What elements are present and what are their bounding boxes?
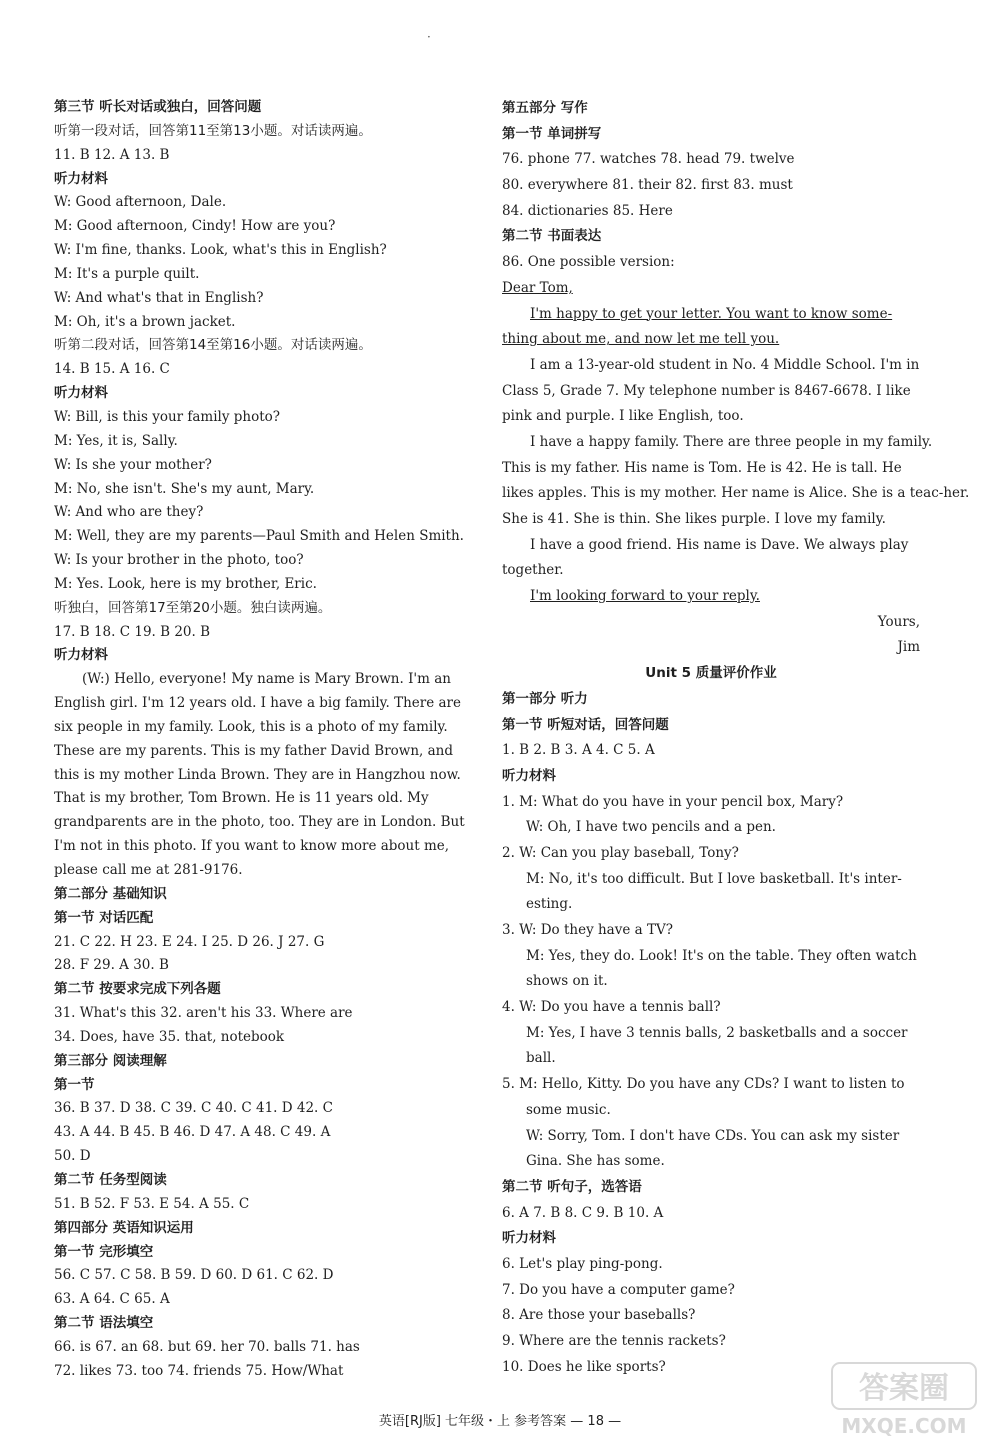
text-line: W: Bill, is this your family photo?	[54, 408, 281, 425]
text-line: 3. W: Do they have a TV?	[502, 922, 673, 938]
section-heading: 听力材料	[54, 647, 108, 664]
text-line: M: Yes. Look, here is my brother, Eric.	[54, 575, 317, 592]
text-line: 2. W: Can you play baseball, Tony?	[502, 844, 739, 861]
text-line: likes apples. This is my mother. Her name is Alice. She is a teac-her.	[502, 485, 970, 502]
text-line: 50. D	[54, 1148, 91, 1165]
left-column	[54, 96, 472, 1384]
text-line: 80. everywhere 81. their 82. first 83. must	[502, 177, 793, 194]
text-line: 17. B 18. C 19. B 20. B	[54, 623, 211, 640]
text-line: together.	[502, 562, 564, 579]
text-line: 9. Where are the tennis rackets?	[502, 1333, 726, 1349]
text-line: 51. B 52. F 53. E 54. A 55. C	[54, 1195, 250, 1212]
section-heading: 第二节 书面表达	[502, 228, 602, 245]
text-line: 6. Let's play ping-pong.	[502, 1255, 663, 1272]
text-line: Jim	[897, 639, 920, 656]
watermark-logo	[830, 1361, 978, 1439]
section-heading: 第一节 完形填空	[54, 1243, 154, 1260]
text-line: W: And who are they?	[54, 504, 204, 521]
section-heading: 听力材料	[54, 170, 108, 187]
text-line: Dear Tom,	[502, 279, 573, 296]
text-line: 听第一段对话，回答第11至第13小题。对话读两遍。	[54, 122, 372, 139]
text-line: 5. M: Hello, Kitty. Do you have any CDs? I want to listen to	[502, 1076, 905, 1093]
text-line: esting.	[526, 896, 573, 913]
section-heading: 第一节	[54, 1076, 95, 1093]
text-line: I have a happy family. There are three people in my family.	[530, 433, 933, 450]
section-heading: 第一节 单词拼写	[502, 125, 602, 142]
text-line: pink and purple. I like English, too.	[502, 408, 744, 425]
text-line: 10. Does he like sports?	[502, 1358, 666, 1375]
text-line: She is 41. She is thin. She likes purple. I love my family.	[502, 511, 886, 527]
section-heading: 第一节 听短对话，回答问题	[502, 716, 669, 733]
text-line: M: Oh, it's a brown jacket.	[54, 313, 236, 330]
text-line: W: Is she your mother?	[54, 456, 212, 473]
text-line: 听独白，回答第17至第20小题。独白读两遍。	[54, 599, 332, 616]
text-line: 11. B 12. A 13. B	[54, 146, 170, 163]
text-line: W: Good afternoon, Dale.	[54, 194, 227, 211]
text-line: 8. Are those your baseballs?	[502, 1307, 696, 1324]
text-line: 1. B 2. B 3. A 4. C 5. A	[502, 742, 655, 759]
text-line: That is my brother, Tom Brown. He is 11 years old. My	[54, 790, 429, 807]
section-heading: 第二节 语法填空	[54, 1315, 154, 1332]
text-line: 28. F 29. A 30. B	[54, 957, 169, 974]
text-line: M: Well, they are my parents—Paul Smith and Helen Smith.	[54, 528, 464, 545]
text-line: 43. A 44. B 45. B 46. D 47. A 48. C 49. A	[54, 1124, 331, 1141]
text-line: W: Sorry, Tom. I don't have CDs. You can ask my sister	[526, 1127, 900, 1144]
section-heading: 听力材料	[502, 1230, 556, 1247]
text-line: I'm not in this photo. If you want to know more about me,	[54, 838, 450, 855]
text-line: M: Yes, I have 3 tennis balls, 2 basketballs and a soccer	[526, 1024, 908, 1041]
text-line: thing about me, and now let me tell you.	[502, 331, 780, 348]
text-line: M: Good afternoon, Cindy! How are you?	[54, 218, 336, 235]
text-line: 31. What's this 32. aren't his 33. Where are	[54, 1005, 353, 1022]
section-heading: 第一节 对话匹配	[54, 909, 154, 926]
section-heading: 第五部分 写作	[502, 100, 588, 116]
text-line: 86. One possible version:	[502, 254, 675, 271]
text-line: (W:) Hello, everyone! My name is Mary Brown. I'm an	[82, 671, 451, 688]
text-line: 72. likes 73. too 74. friends 75. How/What	[54, 1362, 344, 1379]
watermark-bottom: MXQE.COM	[841, 1414, 967, 1438]
text-line: this is my mother Linda Brown. They are in Hangzhou now.	[54, 766, 461, 783]
text-line: I am a 13-year-old student in No. 4 Middle School. I'm in	[530, 356, 920, 373]
text-line: M: Yes, they do. Look! It's on the table. They often watch	[526, 947, 917, 964]
text-line: 34. Does, have 35. that, notebook	[54, 1028, 285, 1045]
section-heading: Unit 5 质量评价作业	[645, 665, 777, 682]
text-line: 4. W: Do you have a tennis ball?	[502, 999, 721, 1016]
section-heading: 第二节 任务型阅读	[54, 1171, 167, 1188]
text-line: These are my parents. This is my father David Brown, and	[54, 742, 454, 759]
section-heading: 第四部分 英语知识运用	[54, 1219, 194, 1236]
text-line: M: Yes, it is, Sally.	[54, 432, 178, 449]
text-line: 6. A 7. B 8. C 9. B 10. A	[502, 1204, 664, 1221]
text-line: W: And what's that in English?	[54, 289, 264, 306]
text-line: grandparents are in the photo, too. They are in London. But	[54, 814, 465, 831]
text-line: please call me at 281-9176.	[54, 862, 243, 878]
text-line: 84. dictionaries 85. Here	[502, 202, 673, 219]
text-line: six people in my family. Look, this is a photo of my family.	[54, 718, 448, 735]
text-line: This is my father. His name is Tom. He is 42. He is tall. He	[502, 459, 902, 476]
text-line: 63. A 64. C 65. A	[54, 1291, 170, 1308]
text-line: English girl. I'm 12 years old. I have a big family. There are	[54, 695, 461, 712]
section-heading: 第二节 按要求完成下列各题	[54, 981, 221, 998]
text-line: I'm looking forward to your reply.	[530, 588, 760, 605]
text-line: I have a good friend. His name is Dave. We always play	[530, 536, 909, 553]
right-column	[502, 96, 970, 1380]
text-line: 1. M: What do you have in your pencil box, Mary?	[502, 793, 844, 810]
section-heading: 听力材料	[54, 385, 108, 402]
watermark-top: 答案圈	[859, 1371, 949, 1406]
scan-mark: ·	[427, 30, 431, 44]
text-line: 听第二段对话，回答第14至第16小题。对话读两遍。	[54, 337, 372, 354]
text-line: M: It's a purple quilt.	[54, 265, 200, 282]
text-line: M: No, it's too difficult. But I love basketball. It's inter-	[526, 870, 902, 887]
text-line: W: Is your brother in the photo, too?	[54, 552, 304, 569]
text-line: shows on it.	[526, 973, 608, 990]
text-line: I'm happy to get your letter. You want to know some-	[530, 305, 893, 322]
section-heading: 听力材料	[502, 767, 556, 784]
text-line: 7. Do you have a computer game?	[502, 1281, 735, 1298]
text-line: Yours,	[877, 613, 920, 630]
text-line: M: No, she isn't. She's my aunt, Mary.	[54, 480, 315, 497]
text-line: Gina. She has some.	[526, 1153, 665, 1170]
text-line: Class 5, Grade 7. My telephone number is 8467-6678. I like	[502, 382, 911, 399]
section-heading: 第一部分 听力	[502, 690, 588, 707]
page-footer: 英语[RJ版] 七年级・上 参考答案 — 18 —	[378, 1414, 622, 1429]
text-line: 36. B 37. D 38. C 39. C 40. C 41. D 42. C	[54, 1100, 333, 1117]
text-line: some music.	[526, 1101, 611, 1118]
section-heading: 第三节 听长对话或独白，回答问题	[54, 99, 262, 115]
text-line: 76. phone 77. watches 78. head 79. twelve	[502, 151, 795, 168]
text-line: 14. B 15. A 16. C	[54, 361, 170, 378]
text-line: 21. C 22. H 23. E 24. I 25. D 26. J 27. G	[54, 933, 325, 950]
text-line: ball.	[526, 1050, 556, 1067]
text-line: W: Oh, I have two pencils and a pen.	[526, 819, 776, 836]
section-heading: 第二部分 基础知识	[54, 885, 167, 902]
section-heading: 第三部分 阅读理解	[54, 1052, 167, 1069]
section-heading: 第二节 听句子，选答语	[502, 1178, 642, 1195]
text-line: 56. C 57. C 58. B 59. D 60. D 61. C 62. D	[54, 1267, 334, 1284]
text-line: W: I'm fine, thanks. Look, what's this in English?	[54, 242, 387, 259]
text-line: 66. is 67. an 68. but 69. her 70. balls 71. has	[54, 1338, 360, 1355]
